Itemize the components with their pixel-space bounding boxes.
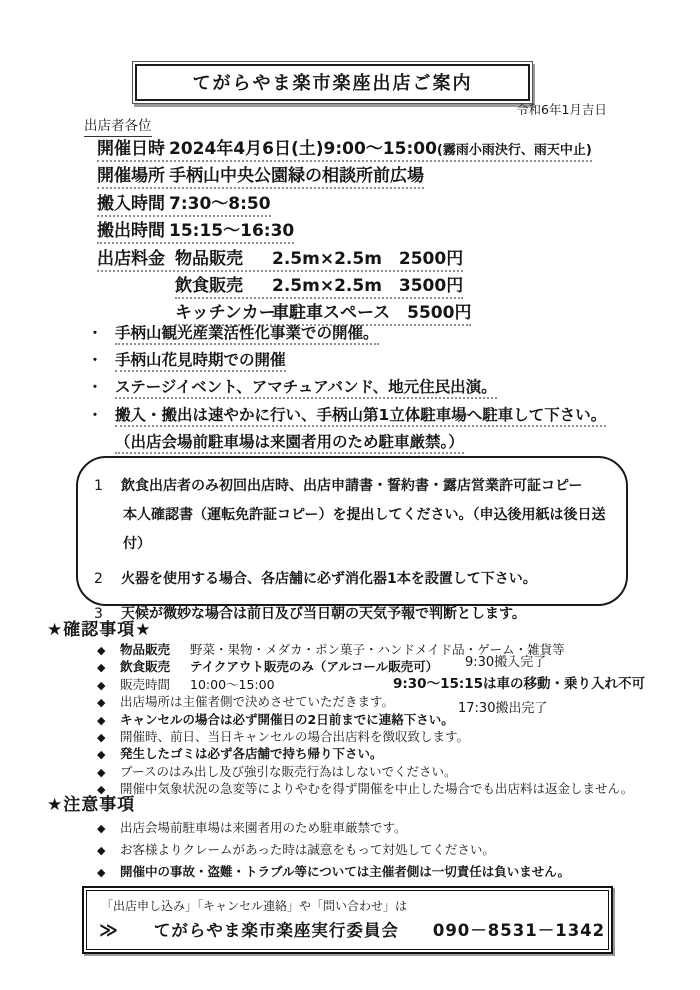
diamond-icon: ◆ [97, 644, 106, 657]
list-item [88, 321, 606, 348]
contact-box [82, 886, 613, 954]
fee-item: 飲食販売 [175, 275, 243, 296]
diamond-icon: ◆ [97, 822, 106, 835]
list-item [88, 348, 606, 375]
notice-box [76, 456, 628, 622]
organizer-name: てがらやま楽市楽座実行委員会 [153, 921, 399, 940]
phone-number: 090－8531－1342 [432, 921, 606, 940]
event-info [97, 134, 592, 326]
info-label: 開催場所 [97, 166, 165, 187]
bullet-icon: ・ [88, 326, 102, 342]
fee-row-goods [97, 244, 592, 271]
diamond-icon: ◆ [97, 783, 106, 797]
info-row-loadout [97, 216, 592, 243]
list-item [97, 840, 570, 862]
item-label: 物品販売 [120, 642, 171, 657]
info-label: 搬入時間 [97, 193, 165, 214]
caution-list [97, 818, 570, 884]
bullet-text: （出店会場前駐車場は来園者用のため駐車厳禁。） [115, 433, 464, 454]
diamond-icon: ◆ [97, 713, 106, 727]
side-note-loadout: 17:30搬出完了 [458, 701, 548, 716]
title-box [132, 61, 533, 104]
arrow-icon: ≫ [99, 920, 118, 941]
bullet-text: 搬入・搬出は速やかに行い、手柄山第1立体駐車場へ駐車して下さい。 [115, 406, 606, 427]
info-value: 15:15～16:30 [169, 221, 295, 242]
item-text: 開催中気象状況の急変等によりやむを得ず開催を中止した場合でも出店料は返金しません。 [120, 781, 634, 797]
item-number: 2 [94, 571, 103, 587]
notice-item [94, 472, 608, 559]
list-item [88, 403, 606, 430]
item-label: 飲食販売 [120, 659, 171, 675]
list-item [97, 744, 633, 761]
item-text: 出店会場前駐車場は来園者用のため駐車厳禁です。 [120, 820, 407, 835]
diamond-icon: ◆ [97, 765, 106, 779]
bullet-text: 手柄山観光産業活性化事業での開催。 [115, 324, 379, 345]
info-row-place [97, 161, 592, 188]
item-text: キャンセルの場合は必ず開催日の2日前までに連絡下さい。 [120, 711, 454, 727]
item-text: テイクアウト販売のみ（アルコール販売可） [190, 659, 439, 675]
list-item [97, 640, 633, 657]
list-item [97, 762, 633, 779]
bullet-text: ステージイベント、アマチュアバンド、地元住民出演。 [115, 378, 497, 399]
confirm-list [97, 640, 633, 797]
item-number: 3 [94, 606, 103, 622]
bullet-icon: ・ [88, 407, 102, 424]
diamond-icon: ◆ [97, 661, 106, 675]
side-note-loadin: 9:30搬入完了 [465, 655, 547, 670]
confirm-heading: ★確認事項★ [47, 620, 152, 640]
contact-line [99, 917, 606, 941]
item-text: お客様よりクレームがあった時は誠意をもって対処してください。 [120, 842, 495, 857]
fee-item: 物品販売 [175, 248, 243, 269]
fee-spec: 車駐車スペース 5500円 [272, 303, 472, 324]
info-row-loadin [97, 189, 592, 216]
diamond-icon: ◆ [97, 748, 106, 762]
bullet-icon: ・ [88, 380, 102, 397]
item-text: 開催時、前日、当日キャンセルの場合出店料を徴収致します。 [120, 728, 470, 744]
list-item [97, 862, 570, 884]
list-item [88, 375, 606, 402]
notice-text: 火器を使用する場合、各店舗に必ず消化器1本を設置して下さい。 [121, 571, 537, 587]
fee-label: 出店料金 [97, 248, 165, 269]
item-text: 発生したゴミは必ず各店舗で持ち帰り下さい。 [120, 746, 383, 762]
info-value: 2024年4月6日(土)9:00～15:00 [169, 139, 437, 159]
info-row-datetime [97, 134, 592, 161]
item-text: 野菜・果物・メダカ・ポン菓子・ハンドメイド品・ゲーム・雑貨等 [190, 642, 565, 657]
list-item-continuation [88, 430, 606, 457]
notice-item [94, 600, 608, 629]
bullet-icon: ・ [88, 353, 102, 370]
list-item [97, 710, 633, 727]
item-text: 開催中の事故・盗難・トラブル等については主催者側は一切責任は負いません。 [120, 864, 571, 879]
fee-spec: 2.5m×2.5m 3500円 [272, 275, 464, 296]
diamond-icon: ◆ [97, 844, 106, 857]
side-note-vehicle: 9:30～15:15は車の移動・乗り入れ不可 [393, 676, 646, 692]
notice-item [94, 565, 608, 594]
item-number: 1 [94, 478, 103, 494]
diamond-icon: ◆ [97, 866, 106, 879]
info-note: (霧雨小雨決行、雨天中止) [436, 143, 592, 158]
salutation: 出店者各位 [84, 114, 152, 137]
page-title: てがらやま楽市楽座出店ご案内 [135, 64, 530, 101]
diamond-icon: ◆ [97, 678, 106, 692]
info-value: 7:30～8:50 [169, 193, 271, 214]
item-text: ブースのはみ出し及び強引な販売行為はしないでください。 [120, 763, 457, 779]
item-label: 販売時間 [120, 676, 171, 692]
issue-date: 令和6年1月吉日 [516, 102, 607, 117]
info-label: 開催日時 [97, 139, 165, 159]
notice-text: 本人確認書（運転免許証コピー）を提出してください。（申込後用紙は後日送付） [123, 507, 606, 552]
list-item [97, 692, 633, 709]
caution-heading: ★注意事項 [47, 795, 136, 815]
list-item [97, 727, 633, 744]
list-item [97, 779, 633, 796]
diamond-icon: ◆ [97, 696, 106, 710]
bullet-list [88, 321, 606, 457]
contact-intro: 「出店申し込み」「キャンセル連絡」や「問い合わせ」は [101, 899, 408, 913]
fee-row-food [97, 271, 592, 298]
fee-spec: 2.5m×2.5m 2500円 [272, 248, 464, 269]
diamond-icon: ◆ [97, 730, 106, 744]
bullet-text: 手柄山花見時期での開催 [115, 351, 286, 372]
info-label: 搬出時間 [97, 221, 165, 242]
item-text: 10:00～15:00 [190, 676, 275, 692]
item-text: 出店場所は主催者側で決めさせていただきます。 [120, 694, 395, 710]
notice-text: 天候が微妙な場合は前日及び当日朝の天気予報で判断とします。 [121, 606, 526, 622]
list-item [97, 818, 570, 840]
notice-text: 飲食出店者のみ初回出店時、出店申請書・誓約書・露店営業許可証コピー [121, 478, 583, 494]
info-value: 手柄山中央公園緑の相談所前広場 [169, 166, 424, 187]
fee-item: キッチンカー [175, 303, 276, 324]
